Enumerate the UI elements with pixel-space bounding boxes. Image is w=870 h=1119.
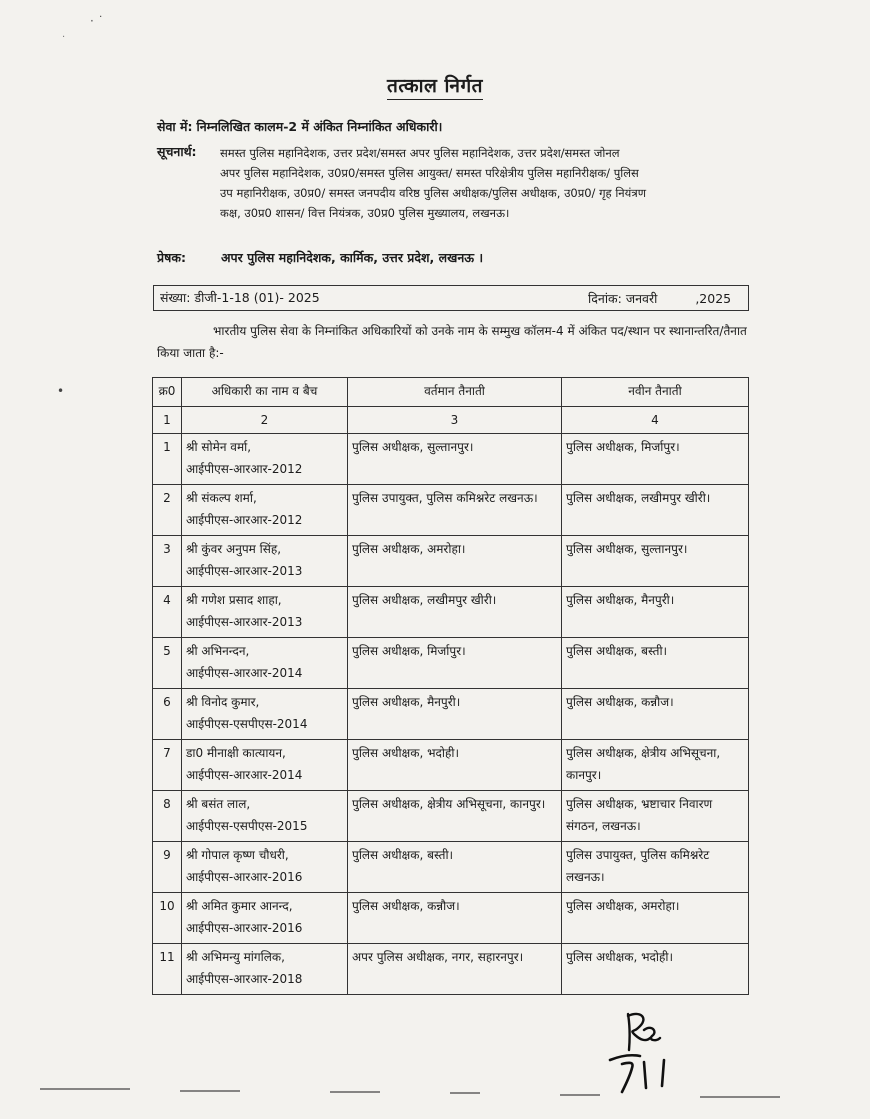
new-posting-cell: [562, 536, 749, 587]
table-row: [153, 791, 749, 842]
new-posting: पुलिस उपायुक्त, पुलिस कमिश्नरेट लखनऊ।: [566, 848, 710, 884]
officer-batch: आईपीएस-आरआर-2013: [186, 615, 303, 629]
officer-batch: आईपीएस-आरआर-2016: [186, 921, 303, 935]
reference-date: [588, 290, 731, 307]
serial-cell: [153, 587, 182, 638]
serial-cell: [153, 536, 182, 587]
officer-cell: [182, 893, 348, 944]
officer-name: डा0 मीनाक्षी कात्यायन,: [186, 746, 286, 760]
current-posting: पुलिस अधीक्षक, कन्नौज।: [352, 899, 460, 913]
table-row: [153, 536, 749, 587]
scan-speck: •: [57, 384, 65, 398]
officer-name: श्री कुंवर अनुपम सिंह,: [186, 542, 282, 556]
officer-name: श्री गणेश प्रसाद शाहा,: [186, 593, 282, 607]
officer-name: श्री सोमेन वर्मा,: [186, 440, 252, 454]
sender-line: [157, 248, 483, 268]
officer-batch: आईपीएस-आरआर-2018: [186, 972, 303, 986]
page-title-text: तत्काल निर्गत: [387, 75, 483, 100]
seva-text: निम्नलिखित कालम-2 में अंकित निम्नांकित अधिकारी।: [196, 119, 443, 134]
officer-cell: [182, 842, 348, 893]
officer-batch: आईपीएस-आरआर-2014: [186, 666, 303, 680]
current-posting: पुलिस अधीक्षक, भदोही।: [352, 746, 460, 760]
officer-cell: [182, 536, 348, 587]
officer-cell: [182, 791, 348, 842]
reference-number: संख्या: डीजी-1-18 (01)- 2025: [160, 290, 320, 305]
officer-batch: आईपीएस-आरआर-2014: [186, 768, 303, 782]
new-posting-cell: [562, 842, 749, 893]
officer-batch: आईपीएस-आरआर-2016: [186, 870, 303, 884]
new-posting-cell: [562, 434, 749, 485]
seva-label: सेवा में:: [157, 119, 193, 134]
scan-edge-line: [450, 1092, 480, 1094]
current-posting-cell: [348, 587, 562, 638]
new-posting: पुलिस अधीक्षक, अमरोहा।: [566, 899, 680, 913]
preshak-text: अपर पुलिस महानिदेशक, कार्मिक, उत्तर प्रदेश, लखनऊ ।: [220, 250, 484, 265]
scan-speck: · ˙: [90, 14, 104, 28]
reference-date-month: दिनांक: जनवरी: [588, 291, 658, 306]
serial-number: 5: [163, 644, 171, 658]
transfer-table: [152, 377, 749, 995]
table-row: [153, 944, 749, 995]
new-posting-cell: [562, 485, 749, 536]
header-new-posting: नवीन तैनाती: [562, 378, 749, 407]
table-row: [153, 842, 749, 893]
current-posting: पुलिस अधीक्षक, लखीमपुर खीरी।: [352, 593, 497, 607]
serial-cell: [153, 638, 182, 689]
serial-cell: [153, 485, 182, 536]
officer-name: श्री विनोद कुमार,: [186, 695, 260, 709]
current-posting-cell: [348, 434, 562, 485]
officer-cell: [182, 587, 348, 638]
officer-name: श्री बसंत लाल,: [186, 797, 251, 811]
table-row: [153, 434, 749, 485]
column-number-row: [153, 407, 749, 434]
new-posting-cell: [562, 587, 749, 638]
officer-batch: आईपीएस-एसपीएस-2015: [186, 819, 308, 833]
serial-number: 7: [163, 746, 171, 760]
new-posting: पुलिस अधीक्षक, मिर्जापुर।: [566, 440, 680, 454]
serial-cell: [153, 434, 182, 485]
table-row: [153, 740, 749, 791]
officer-cell: [182, 740, 348, 791]
new-posting-cell: [562, 944, 749, 995]
serial-cell: [153, 689, 182, 740]
suchanarth-block: [220, 143, 768, 223]
serial-cell: [153, 944, 182, 995]
intro-paragraph: भारतीय पुलिस सेवा के निम्नांकित अधिकारियों को उनके नाम के सम्मुख कॉलम-4 में अंकित पद/स्थान पर स्थानान्तरित/तैनात किया जाता है:-: [157, 324, 747, 360]
scan-speck: ·: [62, 32, 66, 43]
serial-number: 2: [163, 491, 171, 505]
officer-batch: आईपीएस-आरआर-2013: [186, 564, 303, 578]
new-posting-cell: [562, 740, 749, 791]
current-posting-cell: [348, 638, 562, 689]
column-number: 2: [182, 407, 348, 434]
reference-date-year: ,2025: [695, 291, 732, 306]
officer-name: श्री अभिमन्यु मांगलिक,: [186, 950, 285, 964]
officer-cell: [182, 434, 348, 485]
officer-cell: [182, 689, 348, 740]
current-posting-cell: [348, 536, 562, 587]
scan-edge-line: [330, 1091, 380, 1093]
table-header-row: [153, 378, 749, 407]
serial-number: 10: [159, 899, 175, 913]
column-number: 3: [348, 407, 562, 434]
page-title: [0, 72, 870, 98]
officer-name: श्री संकल्प शर्मा,: [186, 491, 257, 505]
current-posting: पुलिस अधीक्षक, मिर्जापुर।: [352, 644, 466, 658]
current-posting: पुलिस अधीक्षक, सुल्तानपुर।: [352, 440, 474, 454]
reference-box: [153, 285, 749, 311]
new-posting-cell: [562, 689, 749, 740]
officer-cell: [182, 638, 348, 689]
header-serial: क्र0: [153, 378, 182, 407]
suchanarth-line: समस्त पुलिस महानिदेशक, उत्तर प्रदेश/समस्त अपर पुलिस महानिदेशक, उत्तर प्रदेश/समस्त जोनल: [220, 146, 620, 160]
serial-number: 11: [159, 950, 175, 964]
addressee-line: [157, 117, 442, 137]
column-number: 1: [153, 407, 182, 434]
table-row: [153, 587, 749, 638]
new-posting: पुलिस अधीक्षक, भदोही।: [566, 950, 674, 964]
serial-number: 1: [163, 440, 171, 454]
serial-number: 4: [163, 593, 171, 607]
new-posting: पुलिस अधीक्षक, क्षेत्रीय अभिसूचना, कानपुर।: [566, 746, 721, 782]
serial-number: 6: [163, 695, 171, 709]
new-posting-cell: [562, 638, 749, 689]
officer-batch: आईपीएस-आरआर-2012: [186, 513, 303, 527]
officer-batch: आईपीएस-आरआर-2012: [186, 462, 303, 476]
new-posting-cell: [562, 791, 749, 842]
current-posting: अपर पुलिस अधीक्षक, नगर, सहारनपुर।: [352, 950, 524, 964]
current-posting-cell: [348, 842, 562, 893]
officer-cell: [182, 944, 348, 995]
preshak-label: प्रेषक:: [157, 250, 186, 265]
serial-number: 9: [163, 848, 171, 862]
signature-initials: [600, 1004, 700, 1094]
serial-cell: [153, 842, 182, 893]
officer-name: श्री गोपाल कृष्ण चौधरी,: [186, 848, 289, 862]
table-row: [153, 638, 749, 689]
new-posting: पुलिस अधीक्षक, भ्रष्टाचार निवारण संगठन, लखनऊ।: [566, 797, 713, 833]
current-posting: पुलिस अधीक्षक, अमरोहा।: [352, 542, 466, 556]
scan-edge-line: [560, 1094, 600, 1096]
officer-name: श्री अभिनन्दन,: [186, 644, 250, 658]
current-posting-cell: [348, 791, 562, 842]
header-officer: अधिकारी का नाम व बैच: [182, 378, 348, 407]
current-posting-cell: [348, 689, 562, 740]
serial-cell: [153, 740, 182, 791]
suchanarth-line: कक्ष, उ0प्र0 शासन/ वित्त नियंत्रक, उ0प्र0 पुलिस मुख्यालय, लखनऊ।: [220, 206, 510, 220]
current-posting: पुलिस उपायुक्त, पुलिस कमिश्नरेट लखनऊ।: [352, 491, 538, 505]
current-posting-cell: [348, 485, 562, 536]
current-posting-cell: [348, 893, 562, 944]
current-posting-cell: [348, 944, 562, 995]
current-posting-cell: [348, 740, 562, 791]
scan-edge-line: [40, 1088, 130, 1090]
suchanarth-line: उप महानिरीक्षक, उ0प्र0/ समस्त जनपदीय वरिष्ठ पुलिस अधीक्षक/पुलिस अधीक्षक, उ0प्र0/ गृह नियंत्रण: [220, 186, 647, 200]
table-row: [153, 893, 749, 944]
officer-batch: आईपीएस-एसपीएस-2014: [186, 717, 308, 731]
header-current-posting: वर्तमान तैनाती: [348, 378, 562, 407]
serial-cell: [153, 893, 182, 944]
serial-number: 3: [163, 542, 171, 556]
scan-edge-line: [180, 1090, 240, 1092]
scan-edge-line: [700, 1096, 780, 1098]
serial-number: 8: [163, 797, 171, 811]
new-posting-cell: [562, 893, 749, 944]
new-posting: पुलिस अधीक्षक, मैनपुरी।: [566, 593, 675, 607]
current-posting: पुलिस अधीक्षक, क्षेत्रीय अभिसूचना, कानपुर।: [352, 797, 546, 811]
current-posting: पुलिस अधीक्षक, मैनपुरी।: [352, 695, 461, 709]
table-row: [153, 485, 749, 536]
column-number: 4: [562, 407, 749, 434]
new-posting: पुलिस अधीक्षक, लखीमपुर खीरी।: [566, 491, 711, 505]
serial-cell: [153, 791, 182, 842]
new-posting: पुलिस अधीक्षक, सुल्तानपुर।: [566, 542, 688, 556]
new-posting: पुलिस अधीक्षक, बस्ती।: [566, 644, 668, 658]
new-posting: पुलिस अधीक्षक, कन्नौज।: [566, 695, 674, 709]
table-body: [153, 434, 749, 995]
current-posting: पुलिस अधीक्षक, बस्ती।: [352, 848, 454, 862]
suchanarth-line: अपर पुलिस महानिदेशक, उ0प्र0/समस्त पुलिस आयुक्त/ समस्त परिक्षेत्रीय पुलिस महानिरीक्षक/ पुलिस: [220, 166, 639, 180]
suchanarth-label: सूचनार्थ:: [157, 144, 197, 159]
officer-name: श्री अमित कुमार आनन्द,: [186, 899, 293, 913]
table-row: [153, 689, 749, 740]
officer-cell: [182, 485, 348, 536]
